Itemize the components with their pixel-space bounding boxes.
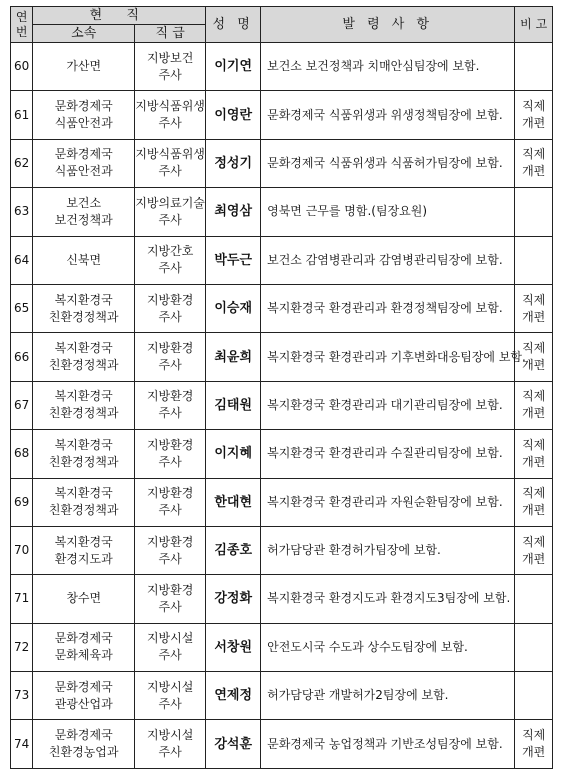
row-order: 허가담당관 개발허가2팀장에 보함.: [261, 672, 515, 720]
table-row: [11, 526, 553, 574]
row-order: 안전도시국 수도과 상수도팀장에 보함.: [261, 623, 515, 671]
table-row: [11, 720, 553, 768]
row-name: 강석훈: [206, 720, 261, 768]
header-dept: 소속: [33, 25, 135, 43]
row-note: [515, 575, 553, 623]
row-number: 71: [11, 575, 33, 623]
row-order: 문화경제국 농업정책과 기반조성팀장에 보함.: [261, 720, 515, 768]
table-row: [11, 139, 553, 187]
row-note: 직제 개편: [515, 333, 553, 381]
row-name: 이기연: [206, 43, 261, 91]
row-rank: 지방의료기술 주사: [135, 188, 206, 236]
row-number: 72: [11, 623, 33, 671]
row-department: 복지환경국 친환경정책과: [33, 381, 135, 429]
row-department: 문화경제국 문화체육과: [33, 623, 135, 671]
row-rank: 지방환경 주사: [135, 575, 206, 623]
table-row: [11, 188, 553, 236]
row-rank: 지방환경 주사: [135, 430, 206, 478]
row-rank: 지방식품위생 주사: [135, 139, 206, 187]
row-name: 한대현: [206, 478, 261, 526]
row-note: 직제 개편: [515, 139, 553, 187]
row-number: 66: [11, 333, 33, 381]
row-name: 연제정: [206, 672, 261, 720]
row-rank: 지방환경 주사: [135, 284, 206, 332]
row-order: 영북면 근무를 명함.(팀장요원): [261, 188, 515, 236]
row-name: 김종호: [206, 526, 261, 574]
row-name: 강정화: [206, 575, 261, 623]
row-department: 창수면: [33, 575, 135, 623]
row-rank: 지방보건 주사: [135, 43, 206, 91]
row-name: 김태원: [206, 381, 261, 429]
row-order: 보건소 보건정책과 치매안심팀장에 보함.: [261, 43, 515, 91]
header-current: 현 직: [33, 7, 206, 25]
row-department: 문화경제국 친환경농업과: [33, 720, 135, 768]
row-note: 직제 개편: [515, 381, 553, 429]
row-number: 70: [11, 526, 33, 574]
row-note: 직제 개편: [515, 284, 553, 332]
row-department: 복지환경국 친환경정책과: [33, 333, 135, 381]
row-rank: 지방환경 주사: [135, 478, 206, 526]
personnel-table: [10, 6, 553, 769]
row-name: 이지혜: [206, 430, 261, 478]
row-department: 신북면: [33, 236, 135, 284]
row-order: 보건소 감염병관리과 감염병관리팀장에 보함.: [261, 236, 515, 284]
row-number: 69: [11, 478, 33, 526]
row-order: 복지환경국 환경지도과 환경지도3팀장에 보함.: [261, 575, 515, 623]
row-number: 63: [11, 188, 33, 236]
row-order: 허가담당관 환경허가팀장에 보함.: [261, 526, 515, 574]
row-rank: 지방시설 주사: [135, 623, 206, 671]
table-row: [11, 430, 553, 478]
row-order: 복지환경국 환경관리과 환경정책팀장에 보함.: [261, 284, 515, 332]
header-no: 연 번: [11, 7, 33, 43]
row-name: 최영삼: [206, 188, 261, 236]
row-rank: 지방환경 주사: [135, 381, 206, 429]
table-row: [11, 333, 553, 381]
header-order: 발 령 사 항: [261, 7, 515, 43]
row-note: 직제 개편: [515, 91, 553, 139]
table-row: [11, 236, 553, 284]
row-department: 복지환경국 친환경정책과: [33, 478, 135, 526]
table-row: [11, 91, 553, 139]
row-department: 가산면: [33, 43, 135, 91]
row-number: 60: [11, 43, 33, 91]
row-rank: 지방환경 주사: [135, 526, 206, 574]
row-note: [515, 43, 553, 91]
row-number: 67: [11, 381, 33, 429]
row-note: [515, 236, 553, 284]
row-name: 최윤희: [206, 333, 261, 381]
row-department: 문화경제국 식품안전과: [33, 139, 135, 187]
row-name: 정성기: [206, 139, 261, 187]
header-rank: 직 급: [135, 25, 206, 43]
row-note: [515, 672, 553, 720]
table-row: [11, 575, 553, 623]
row-number: 61: [11, 91, 33, 139]
table-row: [11, 43, 553, 91]
row-name: 이승재: [206, 284, 261, 332]
table-row: [11, 623, 553, 671]
row-order: 문화경제국 식품위생과 식품허가팀장에 보함.: [261, 139, 515, 187]
row-note: 직제 개편: [515, 720, 553, 768]
row-department: 문화경제국 식품안전과: [33, 91, 135, 139]
row-rank: 지방간호 주사: [135, 236, 206, 284]
row-number: 74: [11, 720, 33, 768]
row-rank: 지방시설 주사: [135, 720, 206, 768]
row-order: 복지환경국 환경관리과 기후변화대응팀장에 보함.: [261, 333, 515, 381]
row-number: 62: [11, 139, 33, 187]
row-rank: 지방식품위생 주사: [135, 91, 206, 139]
header-name: 성 명: [206, 7, 261, 43]
row-rank: 지방시설 주사: [135, 672, 206, 720]
table-row: [11, 381, 553, 429]
row-note: [515, 188, 553, 236]
row-number: 65: [11, 284, 33, 332]
header-note: 비 고: [515, 7, 553, 43]
row-number: 73: [11, 672, 33, 720]
row-department: 복지환경국 환경지도과: [33, 526, 135, 574]
row-name: 이영란: [206, 91, 261, 139]
row-note: 직제 개편: [515, 478, 553, 526]
row-department: 문화경제국 관광산업과: [33, 672, 135, 720]
table-row: [11, 672, 553, 720]
row-department: 복지환경국 친환경정책과: [33, 430, 135, 478]
row-name: 서창원: [206, 623, 261, 671]
row-number: 68: [11, 430, 33, 478]
row-note: [515, 623, 553, 671]
row-rank: 지방환경 주사: [135, 333, 206, 381]
row-note: 직제 개편: [515, 526, 553, 574]
table-row: [11, 284, 553, 332]
row-department: 보건소 보건정책과: [33, 188, 135, 236]
row-order: 복지환경국 환경관리과 대기관리팀장에 보함.: [261, 381, 515, 429]
row-order: 문화경제국 식품위생과 위생정책팀장에 보함.: [261, 91, 515, 139]
row-name: 박두근: [206, 236, 261, 284]
row-order: 복지환경국 환경관리과 자원순환팀장에 보함.: [261, 478, 515, 526]
row-note: 직제 개편: [515, 430, 553, 478]
row-department: 복지환경국 친환경정책과: [33, 284, 135, 332]
table-row: [11, 478, 553, 526]
row-order: 복지환경국 환경관리과 수질관리팀장에 보함.: [261, 430, 515, 478]
row-number: 64: [11, 236, 33, 284]
